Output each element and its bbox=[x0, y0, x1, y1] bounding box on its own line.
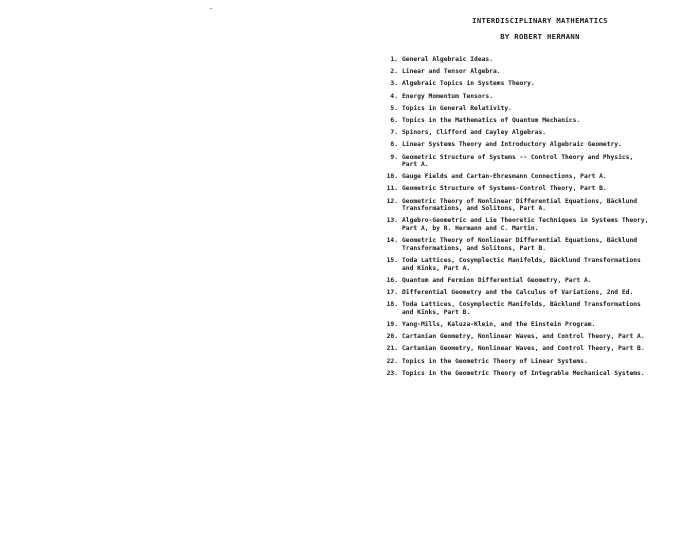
volume-title: Topics in the Geometric Theory of Integrable Mechanical Systems. bbox=[402, 369, 645, 377]
volume-item bbox=[378, 105, 678, 113]
volume-number: 3. bbox=[390, 80, 398, 88]
volume-item bbox=[378, 277, 678, 285]
volume-number: 22. bbox=[386, 357, 398, 365]
volume-item bbox=[378, 185, 678, 193]
volume-title: Linear Systems Theory and Introductory Algebraic Geometry. bbox=[402, 141, 622, 149]
author-line: BY ROBERT HERMANN bbox=[500, 32, 580, 41]
volume-title: Toda Lattices, Cosymplectic Manifolds, Bäcklund Transformations and Kinks, Part B. bbox=[402, 301, 641, 316]
volume-title: Differential Geometry and the Calculus of Variations, 2nd Ed. bbox=[402, 288, 634, 296]
volume-title: Algebraic Topics in Systems Theory. bbox=[402, 80, 535, 88]
volume-item bbox=[378, 117, 678, 125]
volume-number: 17. bbox=[386, 288, 398, 296]
volume-title: Topics in the Mathematics of Quantum Mechanics. bbox=[402, 116, 581, 124]
volume-title: Geometric Theory of Nonlinear Differential Equations, Bäcklund Transformations, and Solitons, Part A. bbox=[402, 197, 638, 213]
volume-number: 20. bbox=[386, 333, 398, 341]
volume-title: Quantum and Fermion Differential Geometry, Part A. bbox=[402, 276, 592, 284]
volume-title: Cartanian Geometry, Nonlinear Waves, and Control Theory, Part A. bbox=[402, 333, 645, 341]
volume-title: General Algebraic Ideas. bbox=[402, 56, 493, 63]
volume-number: 8. bbox=[390, 141, 398, 149]
volume-item bbox=[378, 333, 678, 341]
volume-number: 19. bbox=[386, 320, 398, 328]
volume-number: 15. bbox=[386, 257, 398, 264]
volume-item bbox=[378, 358, 678, 366]
volume-item bbox=[378, 141, 678, 149]
volume-title: Geometric Theory of Nonlinear Differential Equations, Bäcklund Transformations, and Solitons, Part B. bbox=[402, 237, 638, 252]
volume-item bbox=[378, 345, 678, 353]
volume-number: 16. bbox=[386, 276, 398, 284]
volume-number: 10. bbox=[386, 173, 398, 181]
volume-item bbox=[378, 321, 678, 329]
volume-title: Spinors, Clifford and Cayley Algebras. bbox=[402, 129, 547, 137]
volume-item bbox=[378, 257, 678, 272]
volume-title: Geometric Structure of Systems -- Control Theory and Physics, Part A. bbox=[402, 153, 634, 169]
volume-item bbox=[378, 129, 678, 137]
volume-number: 6. bbox=[390, 116, 398, 124]
volume-item bbox=[378, 217, 678, 232]
volume-item bbox=[378, 68, 678, 76]
volume-item bbox=[378, 198, 678, 213]
volume-item bbox=[378, 56, 678, 64]
volume-title: Yang-Mills, Kaluza-Klein, and the Einstein Program. bbox=[402, 320, 596, 328]
volume-title: Topics in General Relativity. bbox=[402, 104, 512, 112]
volume-item bbox=[378, 154, 678, 169]
volume-number: 2. bbox=[390, 68, 398, 76]
volume-number: 14. bbox=[386, 237, 398, 245]
volume-item bbox=[378, 93, 678, 101]
scan-speck bbox=[210, 8, 212, 9]
volume-number: 21. bbox=[386, 345, 398, 353]
volume-number: 1. bbox=[390, 56, 398, 63]
volume-title: Algebro-Geometric and Lie Theoretic Techniques in Systems Theory, Part A, by R. Hermann and C. Martin. bbox=[402, 217, 649, 233]
volume-title: Toda Lattices, Cosymplectic Manifolds, Bäcklund Transformations and Kinks, Part A. bbox=[402, 257, 641, 272]
volume-title: Cartanian Geometry, Nonlinear Waves, and Control Theory, Part B. bbox=[402, 345, 645, 353]
series-header bbox=[440, 16, 640, 41]
volume-item bbox=[378, 173, 678, 181]
volume-number: 7. bbox=[390, 129, 398, 137]
volume-number: 4. bbox=[390, 92, 398, 100]
volume-list bbox=[378, 56, 678, 382]
volume-number: 18. bbox=[386, 301, 398, 309]
volume-item bbox=[378, 289, 678, 297]
volume-item bbox=[378, 370, 678, 378]
volume-title: Geometric Structure of Systems-Control Theory, Part B. bbox=[402, 185, 607, 193]
volume-item bbox=[378, 80, 678, 88]
volume-number: 5. bbox=[390, 104, 398, 112]
volume-title: Gauge Fields and Cartan-Ehresmann Connections, Part A. bbox=[402, 173, 607, 181]
volume-number: 13. bbox=[386, 217, 398, 225]
volume-item bbox=[378, 237, 678, 252]
volume-title: Topics in the Geometric Theory of Linear Systems. bbox=[402, 357, 588, 365]
volume-number: 23. bbox=[386, 369, 398, 377]
volume-number: 9. bbox=[390, 153, 398, 161]
volume-item bbox=[378, 301, 678, 316]
volume-number: 12. bbox=[386, 197, 398, 205]
volume-title: Linear and Tensor Algebra. bbox=[402, 68, 501, 76]
volume-number: 11. bbox=[386, 185, 398, 193]
series-title: INTERDISCIPLINARY MATHEMATICS bbox=[472, 16, 608, 25]
volume-title: Energy Momentum Tensors. bbox=[402, 92, 493, 100]
